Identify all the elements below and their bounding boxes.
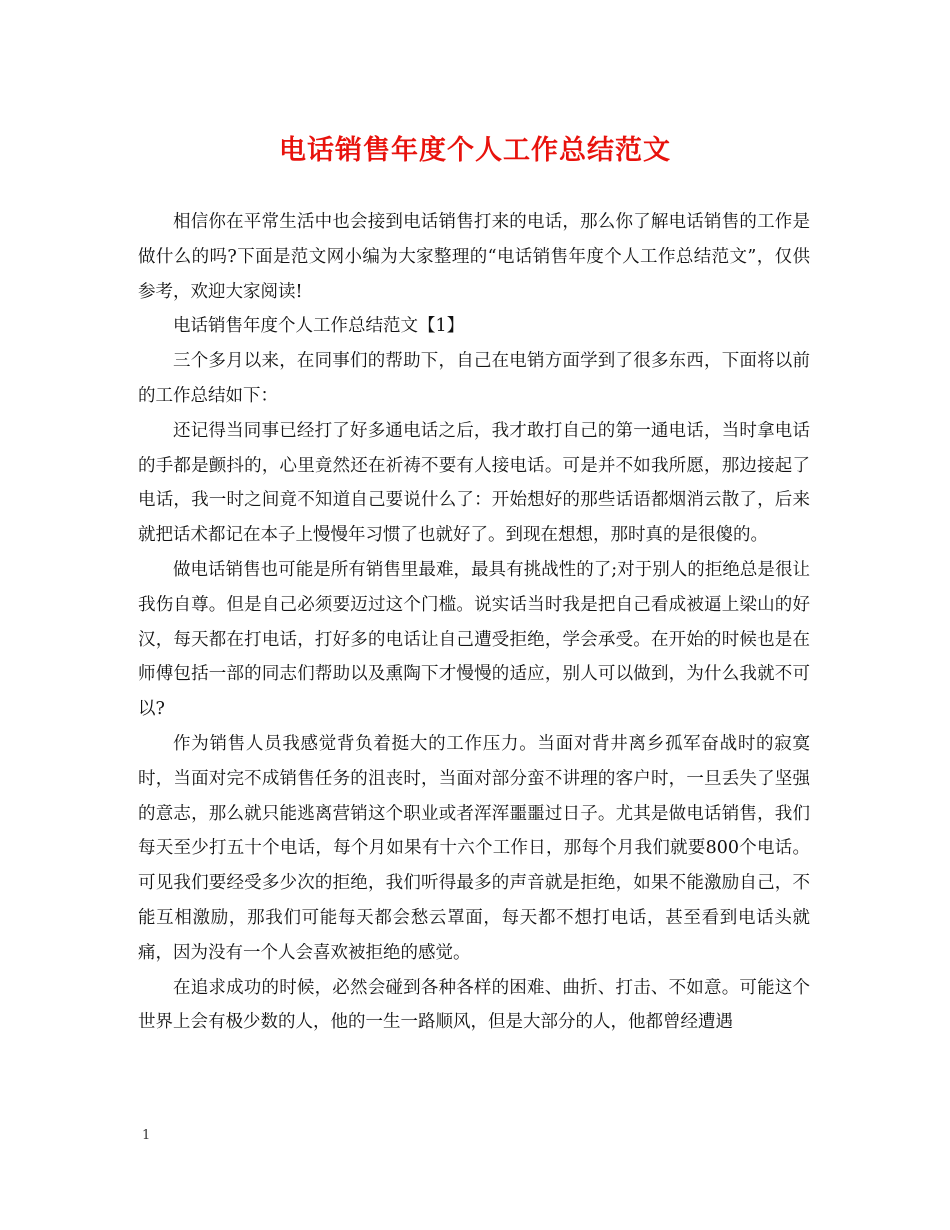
paragraph-success: 在追求成功的时候，必然会碰到各种各样的困难、曲折、打击、不如意。可能这个世界上会有极少数的人，他的一生一路顺风，但是大部分的人，他都曾经遭遇: [138, 977, 810, 1033]
paragraph-opening: 三个多月以来，在同事们的帮助下，自己在电销方面学到了很多东西，下面将以前的工作总结如下：: [138, 351, 810, 406]
document-title: 电话销售年度个人工作总结范文: [279, 135, 671, 166]
page-number: 1: [142, 1128, 151, 1143]
paragraph-section-heading: 电话销售年度个人工作总结范文【1】: [173, 316, 465, 337]
paragraph-intro: 相信你在平常生活中也会接到电话销售打来的电话，那么你了解电话销售的工作是做什么的吗?下面是范文网小编为大家整理的“电话销售年度个人工作总结范文”，仅供参考，欢迎大家阅读!: [138, 212, 810, 302]
document-body: [138, 205, 810, 1040]
paragraph-challenge: 做电话销售也可能是所有销售里最难，最具有挑战性的了;对于别人的拒绝总是很让我伤自尊。但是自己必须要迈过这个门槛。说实话当时我是把自己看成被逼上梁山的好汉，每天都在打电话，打好多的电话让自己遭受拒绝，学会承受。在开始的时候也是在师傅包括一部的同志们帮助以及熏陶下才慢慢的适应，别人可以做到，为什么我就不可以?: [138, 559, 810, 720]
paragraph-first-call: 还记得当同事已经打了好多通电话之后，我才敢打自己的第一通电话，当时拿电话的手都是颤抖的，心里竟然还在祈祷不要有人接电话。可是并不如我所愿，那边接起了电话，我一时之间竟不知道自己要说什么了：开始想好的那些话语都烟消云散了，后来就把话术都记在本子上慢慢年习惯了也就好了。到现在想想，那时真的是很傻的。: [138, 420, 810, 546]
paragraph-pressure: 作为销售人员我感觉背负着挺大的工作压力。当面对背井离乡孤军奋战时的寂寞时，当面对完不成销售任务的沮丧时，当面对部分蛮不讲理的客户时，一旦丢失了坚强的意志，那么就只能逃离营销这个职业或者浑浑噩噩过日子。尤其是做电话销售，我们每天至少打五十个电话，每个月如果有十六个工作日，那每个月我们就要800个电话。可见我们要经受多少次的拒绝，我们听得最多的声音就是拒绝，如果不能激励自己，不能互相激励，那我们可能每天都会愁云罩面，每天都不想打电话，甚至看到电话头就痛，因为没有一个人会喜欢被拒绝的感觉。: [138, 733, 810, 963]
